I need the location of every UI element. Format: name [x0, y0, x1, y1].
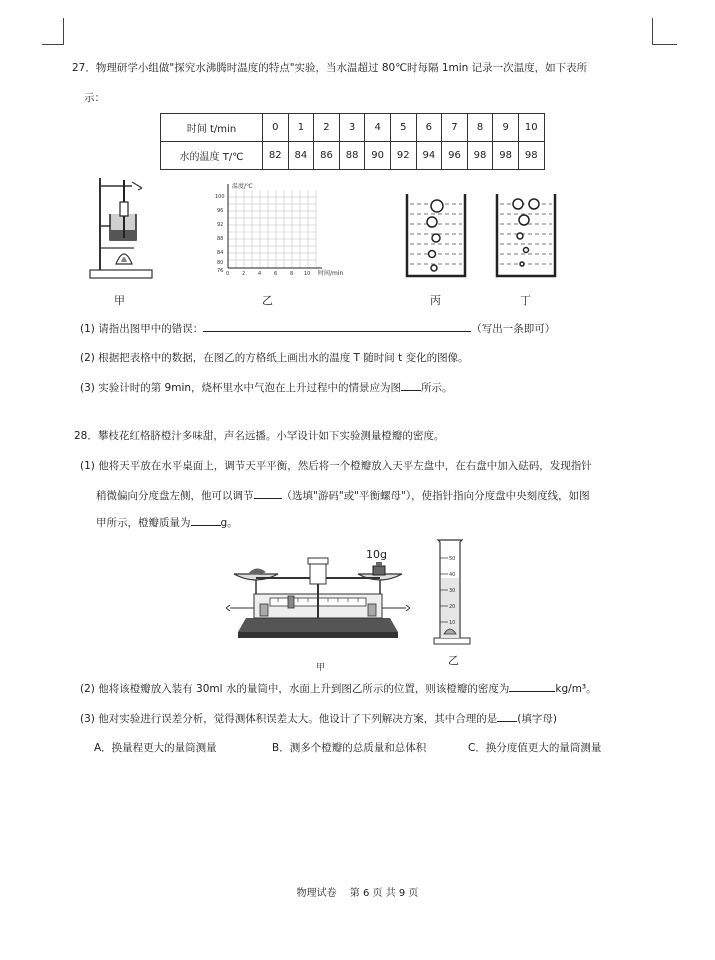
q28-sub3-text: (3) 他对实验进行误差分析，觉得测体积误差太大。他设计了下列解决方案，其中合理的是: [80, 713, 498, 725]
table-row-temperature: [161, 142, 545, 170]
table-row-time: [161, 114, 545, 142]
time-cell: 1: [288, 114, 314, 142]
beaker-ding-figure: [494, 190, 558, 280]
fig-label-ding: 丁: [520, 294, 531, 307]
time-cell: 9: [493, 114, 519, 142]
q28-sub2-unit: kg/m³。: [555, 683, 597, 695]
graph-x-tick: 2: [242, 271, 246, 277]
balance-scale-figure: [226, 548, 410, 648]
graph-x-tick: 6: [274, 271, 278, 277]
cylinder-fig-label-yi: 乙: [448, 654, 459, 667]
corner-mark-top-right: [652, 18, 677, 45]
q27-sub1-text: (1) 请指出图甲中的错误：: [80, 323, 204, 335]
graph-x-tick: 0: [226, 271, 230, 277]
graph-y-tick: 96: [217, 208, 224, 214]
graph-x-tick: 4: [258, 271, 262, 277]
temp-cell: 98: [518, 142, 544, 170]
cylinder-tick: 10: [449, 620, 456, 626]
cylinder-tick: 40: [449, 572, 456, 578]
temp-cell: 92: [390, 142, 416, 170]
temperature-table: [160, 113, 545, 170]
measuring-cylinder-figure: [430, 538, 474, 648]
answer-blank-density[interactable]: [509, 680, 555, 692]
answer-blank-adjust[interactable]: [254, 487, 282, 499]
q27-sub1: [80, 320, 555, 336]
temp-cell: 86: [314, 142, 340, 170]
graph-x-tick: 10: [304, 271, 311, 277]
q28-sub3-note: (填字母): [517, 713, 557, 725]
q27-sub3-end: 所示。: [421, 382, 453, 394]
corner-mark-top-left-v: [63, 18, 64, 44]
time-cell: 7: [442, 114, 468, 142]
grid-paper-figure: [214, 180, 354, 280]
q28-sub1-line3-unit: g。: [220, 517, 238, 529]
option-b: B．测多个橙瓣的总质量和总体积: [272, 742, 427, 754]
corner-mark-top-left: [42, 18, 64, 45]
q28-sub1-line2-text: 稍微偏向分度盘左侧，他可以调节: [96, 490, 254, 502]
q27-sub1-note: （写出一条即可）: [471, 323, 556, 335]
cylinder-tick: 20: [449, 604, 456, 610]
graph-y-tick: 84: [217, 250, 224, 256]
q27-sub3-text: (3) 实验计时的第 9min，烧杯里水中气泡在上升过程中的情景应为图: [80, 382, 402, 394]
answer-blank-figure[interactable]: [401, 379, 421, 391]
graph-y-tick: 76: [217, 268, 224, 274]
option-c: C．换分度值更大的量筒测量: [468, 742, 602, 754]
table-header-time: 时间 t/min: [161, 114, 263, 142]
temp-cell: 94: [416, 142, 442, 170]
temp-cell: 82: [263, 142, 289, 170]
beaker-bing-figure: [404, 190, 468, 280]
heating-apparatus-figure: [86, 172, 158, 282]
q27-intro-line2: 示：: [84, 92, 105, 104]
temp-cell: 98: [467, 142, 493, 170]
q27-intro-line1: 27．物理研学小组做"探究水沸腾时温度的特点"实验，当水温超过 80℃时每隔 1min 记录一次温度，如下表所: [72, 62, 588, 74]
graph-y-tick: 100: [215, 194, 225, 200]
answer-blank-choice[interactable]: [497, 710, 517, 722]
q28-sub2: [80, 680, 597, 696]
temp-cell: 98: [493, 142, 519, 170]
graph-y-label: 温度/℃: [232, 183, 253, 190]
cylinder-tick: 50: [449, 556, 456, 562]
temp-cell: 84: [288, 142, 314, 170]
answer-blank-mass[interactable]: [191, 514, 221, 526]
time-cell: 0: [263, 114, 289, 142]
time-cell: 3: [339, 114, 365, 142]
graph-y-tick: 92: [217, 222, 224, 228]
q27-sub3: [80, 379, 453, 395]
time-cell: 6: [416, 114, 442, 142]
fig-label-yi: 乙: [262, 294, 273, 307]
time-cell: 4: [365, 114, 391, 142]
time-cell: 5: [390, 114, 416, 142]
answer-blank-error[interactable]: [203, 320, 471, 332]
q28-sub3: [80, 710, 557, 726]
q28-sub2-text: (2) 他将该橙瓣放入装有 30ml 水的量筒中，水面上升到图乙所示的位置，则该橙瓣的密度为: [80, 683, 510, 695]
q28-sub1-line2-rest: （选填"游码"或"平衡螺母"），使指针指向分度盘中央刻度线，如图: [281, 490, 590, 502]
q28-intro: 28．攀枝花红格脐橙汁多味甜，声名远播。小罕设计如下实验测量橙瓣的密度。: [74, 430, 445, 442]
q28-sub1-line2: [96, 487, 590, 503]
balance-fig-label-jia: 甲: [316, 663, 326, 673]
graph-y-tick: 80: [217, 260, 224, 266]
q28-sub1-line1: (1) 他将天平放在水平桌面上，调节天平平衡，然后将一个橙瓣放入天平左盘中，在右盘中加入砝码，发现指针: [80, 460, 592, 472]
graph-x-label: 时间/min: [318, 270, 344, 277]
q28-sub1-line3-text: 甲所示，橙瓣质量为: [96, 517, 191, 529]
time-cell: 2: [314, 114, 340, 142]
graph-y-tick: 88: [217, 236, 224, 242]
option-a: A．换量程更大的量筒测量: [94, 742, 217, 754]
temp-cell: 88: [339, 142, 365, 170]
table-header-temperature: 水的温度 T/℃: [161, 142, 263, 170]
fig-label-bing: 丙: [430, 294, 441, 307]
cylinder-tick: 30: [449, 588, 456, 594]
page-footer: 物理试卷 第 6 页 共 9 页: [296, 888, 419, 899]
q27-sub2: (2) 根据把表格中的数据，在图乙的方格纸上画出水的温度 T 随时间 t 变化的图像。: [80, 352, 469, 364]
temp-cell: 96: [442, 142, 468, 170]
fig-label-jia: 甲: [114, 294, 125, 307]
time-cell: 8: [467, 114, 493, 142]
graph-x-tick: 8: [290, 271, 294, 277]
weight-label: 10g: [366, 548, 387, 561]
temp-cell: 90: [365, 142, 391, 170]
time-cell: 10: [518, 114, 544, 142]
q28-sub1-line3: [96, 514, 238, 530]
